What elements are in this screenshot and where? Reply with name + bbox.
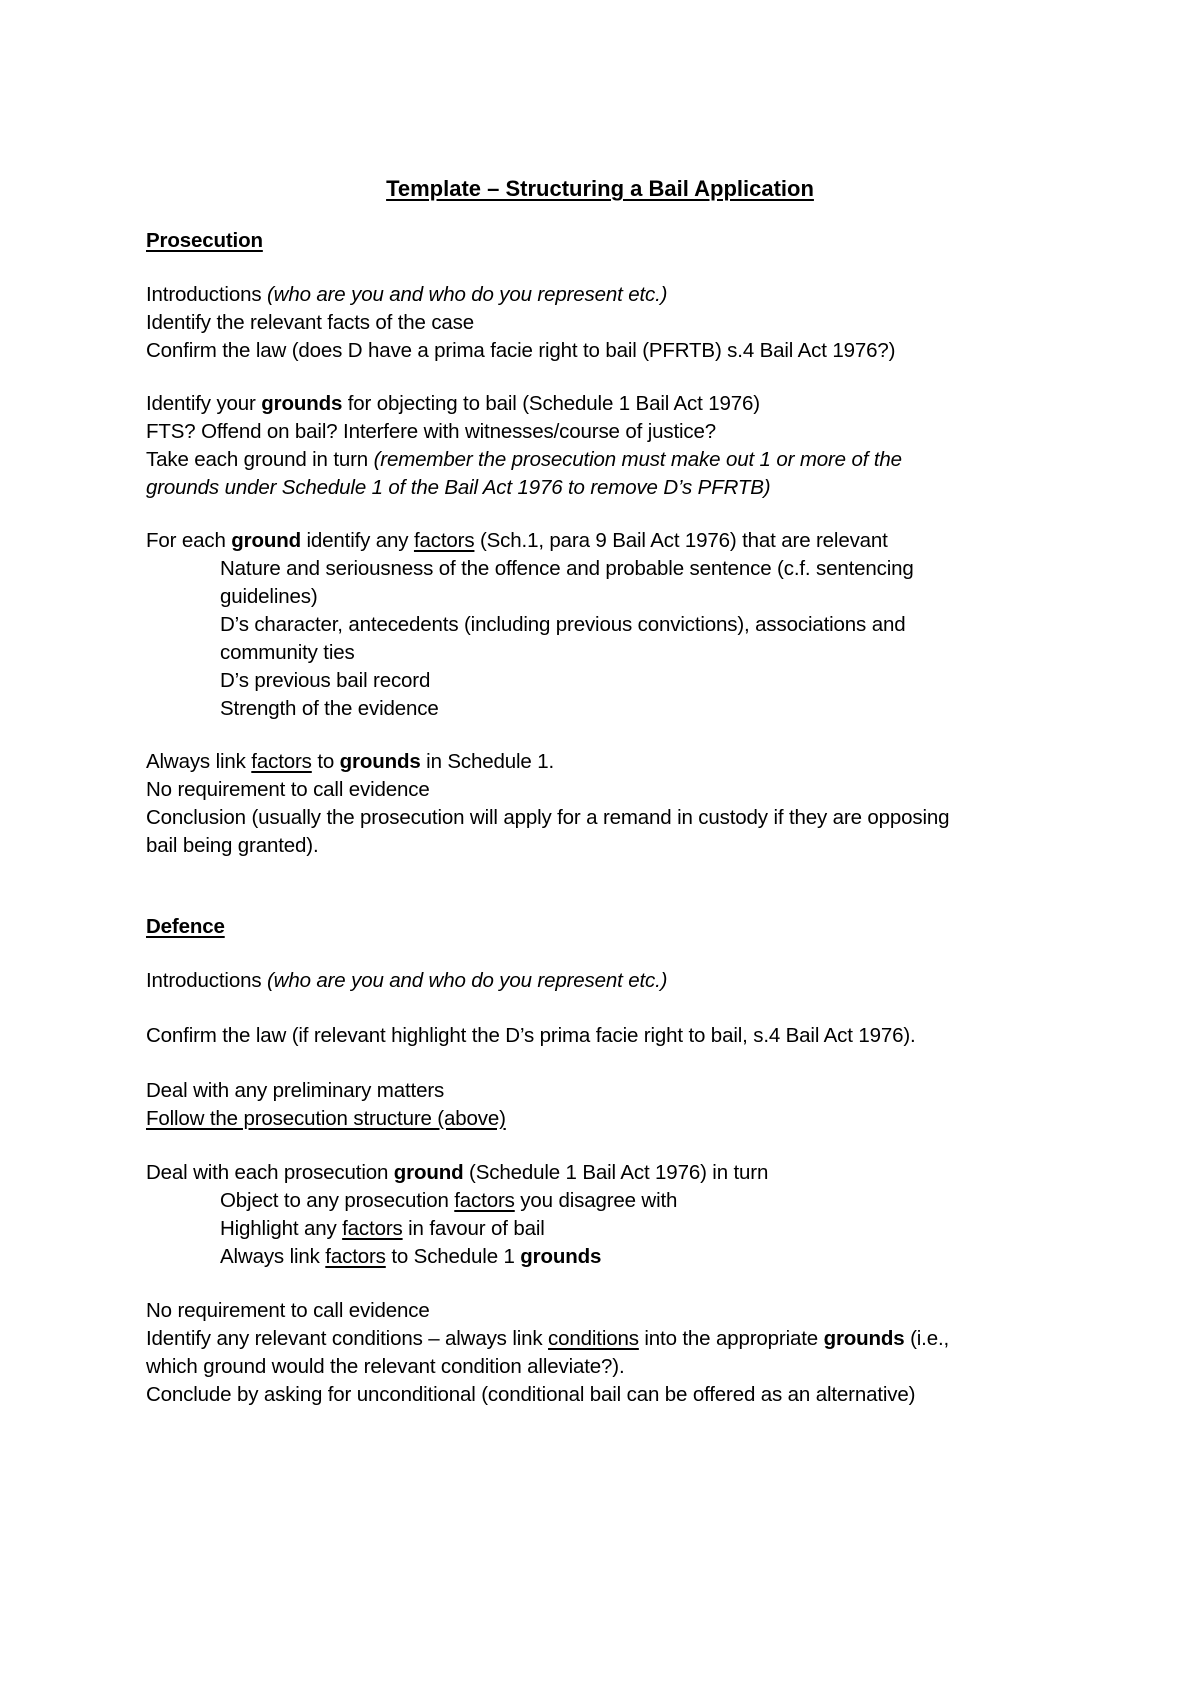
prosecution-law: Confirm the law (does D have a prima facie right to bail (PFRTB) s.4 Bail Act 1976?) — [146, 339, 896, 362]
defence-follow-structure: Follow the prosecution structure (above) — [146, 1107, 506, 1130]
factor-item-evidence-strength: Strength of the evidence — [220, 697, 439, 720]
defence-no-evidence: No requirement to call evidence — [146, 1299, 430, 1322]
prosecution-no-evidence: No requirement to call evidence — [146, 778, 430, 801]
defence-introductions — [146, 966, 667, 996]
prosecution-factors — [146, 526, 888, 556]
factor-item-bail-record: D’s previous bail record — [220, 669, 431, 692]
defence-heading: Defence — [146, 915, 225, 938]
text-span: Take each ground in turn — [146, 448, 374, 471]
factor-item-character-cont: community ties — [220, 641, 355, 664]
grounds-bold: grounds — [261, 392, 343, 415]
text-span: Always link — [220, 1245, 326, 1268]
italic-note: grounds under Schedule 1 of the Bail Act 1976 to remove D’s PFRTB) — [146, 476, 771, 499]
text-span: Always link — [146, 750, 252, 773]
italic-note: (remember the prosecution must make out 1 or more of the — [373, 448, 902, 471]
defence-conclude: Conclude by asking for unconditional (conditional bail can be offered as an alternative) — [146, 1383, 916, 1406]
text-span: you disagree with — [514, 1189, 678, 1212]
defence-link-factors — [220, 1242, 601, 1272]
grounds-bold: grounds — [823, 1327, 905, 1350]
ground-bold: ground — [231, 529, 301, 552]
prosecution-conclusion-cont: bail being granted). — [146, 834, 319, 857]
factors-underlined: factors — [413, 529, 475, 552]
factors-underlined: factors — [454, 1189, 515, 1212]
prosecution-link — [146, 747, 554, 777]
text-span: in favour of bail — [402, 1217, 545, 1240]
grounds-bold: grounds — [339, 750, 421, 773]
intro-note: (who are you and who do you represent etc.) — [266, 969, 668, 992]
text-span: for objecting to bail (Schedule 1 Bail Act 1976) — [342, 392, 760, 415]
defence-highlight-factors — [220, 1214, 545, 1244]
document-title — [0, 174, 1200, 204]
text-span: to — [311, 750, 340, 773]
factor-item-seriousness-cont: guidelines) — [220, 585, 318, 608]
text-span: Deal with each prosecution — [146, 1161, 394, 1184]
defence-object-factors — [220, 1186, 677, 1216]
factors-underlined: factors — [325, 1245, 386, 1268]
factors-underlined: factors — [251, 750, 312, 773]
text-span: Highlight any — [220, 1217, 343, 1240]
text-span: (Sch.1, para 9 Bail Act 1976) that are relevant — [474, 529, 888, 552]
prosecution-grounds — [146, 389, 760, 419]
text-span: in Schedule 1. — [420, 750, 554, 773]
factor-item-character: D’s character, antecedents (including previous convictions), associations and — [220, 613, 906, 636]
text-span: For each — [146, 529, 232, 552]
title-text: Template – Structuring a Bail Application — [386, 176, 814, 201]
text-span: Object to any prosecution — [220, 1189, 455, 1212]
text-span: to Schedule 1 — [385, 1245, 521, 1268]
text-span: Identify any relevant conditions – always link — [146, 1327, 549, 1350]
factor-item-seriousness: Nature and seriousness of the offence and probable sentence (c.f. sentencing — [220, 557, 914, 580]
text-span: identify any — [300, 529, 414, 552]
defence-preliminary: Deal with any preliminary matters — [146, 1079, 445, 1102]
defence-conditions — [146, 1324, 949, 1354]
intro-label: Introductions — [146, 283, 267, 306]
intro-label: Introductions — [146, 969, 267, 992]
grounds-bold: grounds — [520, 1245, 602, 1268]
text-span: (Schedule 1 Bail Act 1976) in turn — [463, 1161, 769, 1184]
text-span: (i.e., — [904, 1327, 950, 1350]
prosecution-each-ground — [146, 445, 902, 475]
prosecution-heading: Prosecution — [146, 229, 263, 252]
prosecution-each-ground-cont — [146, 473, 770, 503]
prosecution-questions: FTS? Offend on bail? Interfere with witnesses/course of justice? — [146, 420, 717, 443]
prosecution-introductions — [146, 280, 667, 310]
text-span: Identify your — [146, 392, 262, 415]
text-span: into the appropriate — [638, 1327, 824, 1350]
prosecution-facts: Identify the relevant facts of the case — [146, 311, 475, 334]
ground-bold: ground — [393, 1161, 464, 1184]
prosecution-conclusion: Conclusion (usually the prosecution will apply for a remand in custody if they are opposing — [146, 806, 950, 829]
conditions-underlined: conditions — [548, 1327, 639, 1350]
intro-note: (who are you and who do you represent etc.) — [266, 283, 668, 306]
factors-underlined: factors — [342, 1217, 403, 1240]
defence-conditions-cont: which ground would the relevant condition alleviate?). — [146, 1355, 625, 1378]
defence-law: Confirm the law (if relevant highlight the D’s prima facie right to bail, s.4 Bail Act 1976). — [146, 1024, 916, 1047]
defence-each-ground — [146, 1158, 768, 1188]
